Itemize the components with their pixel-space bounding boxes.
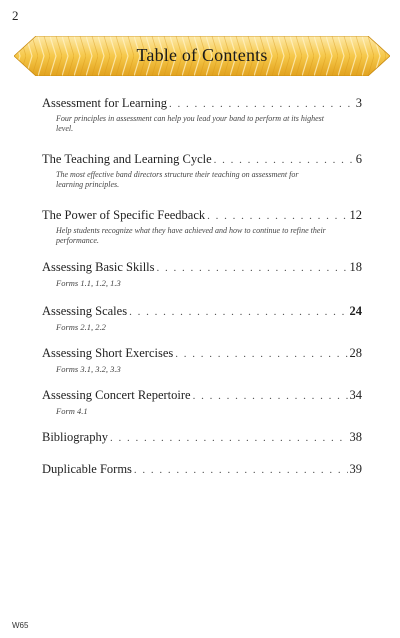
toc-entry-assessing-short-exercises[interactable]	[42, 346, 362, 374]
entry-forms: Forms 1.1, 1.2, 1.3	[56, 278, 121, 288]
entry-page-number: 34	[349, 388, 362, 402]
footer-code: W65	[12, 621, 29, 630]
dot-leader	[134, 464, 348, 476]
toc-entry-assessing-scales[interactable]	[42, 304, 362, 332]
entry-forms: Forms 2.1, 2.2	[56, 322, 106, 332]
entry-forms: Form 4.1	[56, 406, 88, 416]
entry-page-number: 3	[355, 96, 362, 110]
dot-leader	[169, 98, 354, 110]
entry-forms: Forms 3.1, 3.2, 3.3	[56, 364, 121, 374]
entry-title[interactable]: Assessment for Learning	[42, 96, 167, 110]
entry-title[interactable]: Assessing Scales	[42, 304, 128, 318]
entry-title[interactable]: Assessing Concert Repertoire	[42, 388, 191, 402]
entry-description: Four principles in assessment can help you lead your band to perform at its highest level.	[56, 114, 324, 133]
dot-leader	[110, 432, 348, 444]
dot-leader	[175, 348, 347, 360]
dot-leader	[193, 390, 348, 402]
entry-title[interactable]: Duplicable Forms	[42, 462, 132, 476]
entry-page-number: 24	[349, 304, 362, 318]
entry-page-number: 39	[349, 462, 362, 476]
dot-leader	[129, 306, 347, 318]
entry-description: The most effective band directors structure their teaching on assessment for learning principles.	[56, 170, 299, 189]
toc-entry-power-of-specific-feedback[interactable]	[42, 208, 362, 246]
entry-title[interactable]: The Teaching and Learning Cycle	[42, 152, 212, 166]
entry-title[interactable]: Assessing Short Exercises	[42, 346, 174, 360]
title-banner	[14, 36, 390, 76]
dot-leader	[207, 210, 347, 222]
toc-entry-duplicable-forms[interactable]	[42, 462, 362, 477]
entry-title[interactable]: Bibliography	[42, 430, 108, 444]
entry-page-number: 28	[349, 346, 362, 360]
dot-leader	[157, 262, 348, 274]
page-title: Table of Contents	[136, 45, 268, 65]
entry-title[interactable]: Assessing Basic Skills	[42, 260, 155, 274]
dot-leader	[214, 154, 354, 166]
entry-page-number: 6	[355, 152, 362, 166]
toc-entry-assessing-basic-skills[interactable]	[42, 260, 362, 288]
entry-description: Help students recognize what they have achieved and how to continue to refine their performance.	[56, 226, 326, 245]
entry-page-number: 38	[349, 430, 362, 444]
entry-page-number: 12	[349, 208, 362, 222]
toc-entry-assessment-for-learning[interactable]	[42, 96, 362, 134]
toc-entry-bibliography[interactable]	[42, 430, 362, 445]
page-number: 2	[12, 8, 19, 23]
toc-entry-assessing-concert-repertoire[interactable]	[42, 388, 362, 416]
entry-title[interactable]: The Power of Specific Feedback	[42, 208, 206, 222]
entry-page-number: 18	[349, 260, 362, 274]
toc-entry-teaching-learning-cycle[interactable]	[42, 152, 362, 190]
